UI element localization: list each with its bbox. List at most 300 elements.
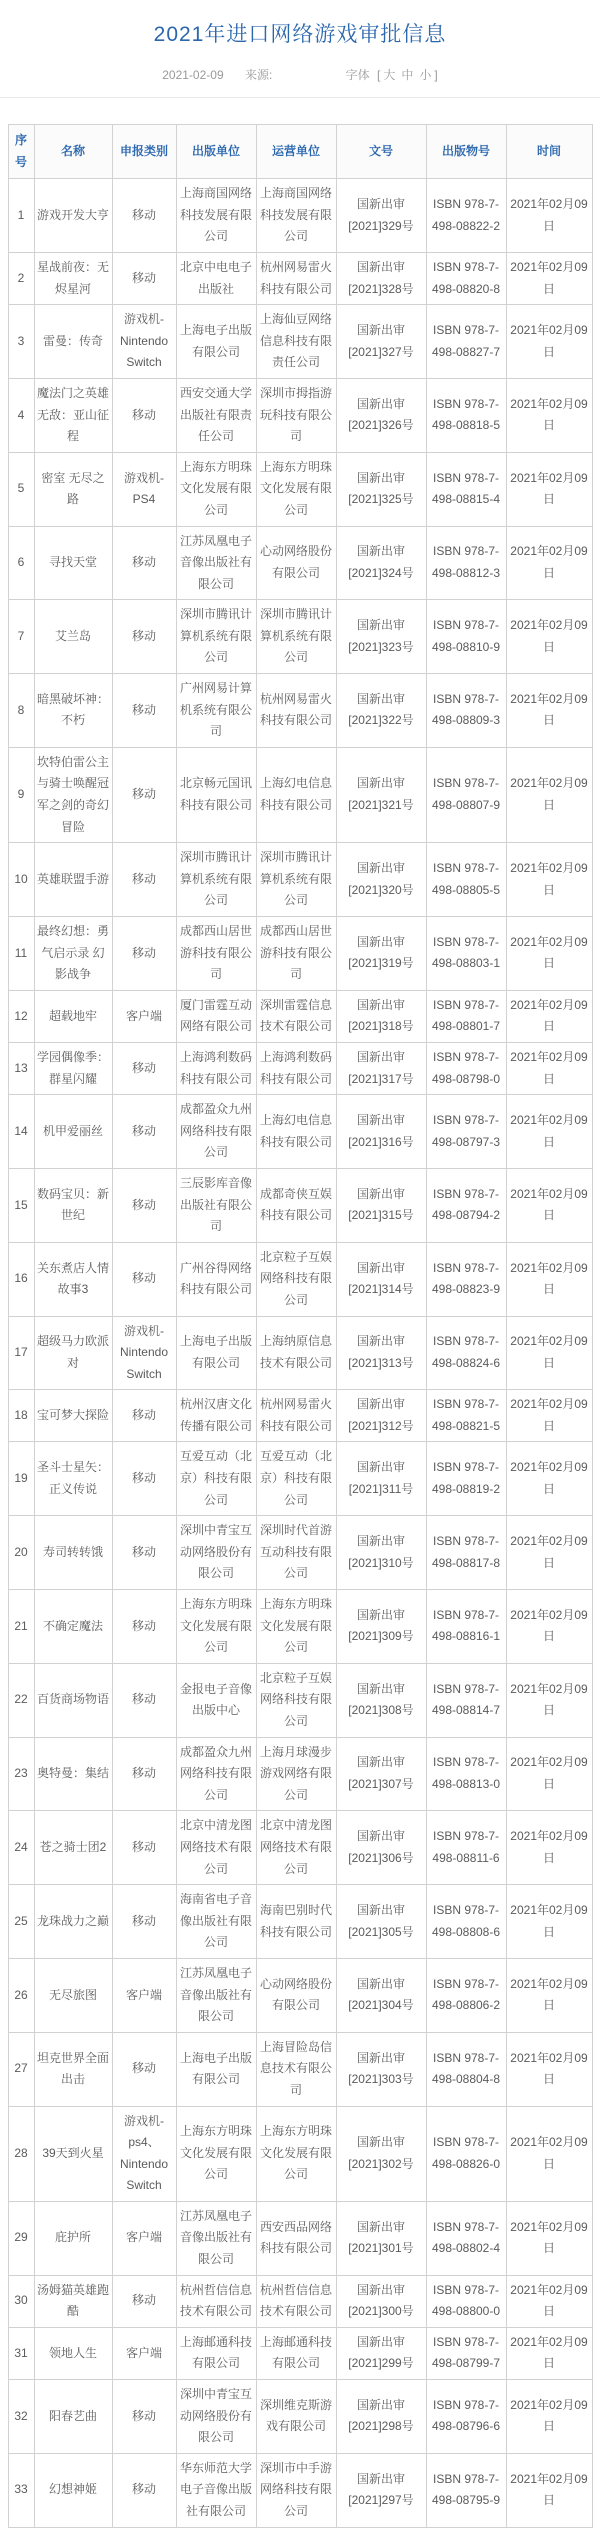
cell-category: 移动 bbox=[112, 1663, 176, 1737]
table-row bbox=[8, 1168, 592, 1242]
cell-publisher: 上海东方明珠文化发展有限公司 bbox=[176, 1590, 256, 1664]
cell-doc-no: 国新出审 [2021]313号 bbox=[336, 1316, 426, 1390]
cell-doc-no: 国新出审 [2021]304号 bbox=[336, 1958, 426, 2032]
cell-isbn: ISBN 978-7-498-08803-1 bbox=[426, 917, 506, 991]
cell-date: 2021年02月09日 bbox=[506, 1516, 592, 1590]
table-row bbox=[8, 2275, 592, 2327]
cell-no: 5 bbox=[8, 452, 34, 526]
cell-doc-no: 国新出审 [2021]300号 bbox=[336, 2275, 426, 2327]
table-row bbox=[8, 990, 592, 1042]
table-row bbox=[8, 1958, 592, 2032]
cell-no: 22 bbox=[8, 1663, 34, 1737]
cell-publisher: 深圳市腾讯计算机系统有限公司 bbox=[176, 600, 256, 674]
cell-no: 3 bbox=[8, 305, 34, 379]
table-row bbox=[8, 179, 592, 253]
cell-doc-no: 国新出审 [2021]320号 bbox=[336, 843, 426, 917]
cell-category: 移动 bbox=[112, 2453, 176, 2527]
cell-date: 2021年02月09日 bbox=[506, 2327, 592, 2379]
cell-name: 圣斗士星矢：正义传说 bbox=[34, 1442, 112, 1516]
cell-operator: 杭州网易雷火科技有限公司 bbox=[256, 252, 336, 304]
table-row bbox=[8, 1590, 592, 1664]
table-row bbox=[8, 2201, 592, 2275]
cell-date: 2021年02月09日 bbox=[506, 2106, 592, 2201]
cell-no: 32 bbox=[8, 2380, 34, 2454]
cell-no: 30 bbox=[8, 2275, 34, 2327]
cell-no: 23 bbox=[8, 1737, 34, 1811]
column-header-operator: 运营单位 bbox=[256, 125, 336, 179]
cell-category: 移动 bbox=[112, 1390, 176, 1442]
table-row bbox=[8, 600, 592, 674]
cell-name: 幻想神姬 bbox=[34, 2453, 112, 2527]
cell-publisher: 杭州哲信信息技术有限公司 bbox=[176, 2275, 256, 2327]
cell-isbn: ISBN 978-7-498-08813-0 bbox=[426, 1737, 506, 1811]
cell-category: 客户端 bbox=[112, 990, 176, 1042]
cell-operator: 成都西山居世游科技有限公司 bbox=[256, 917, 336, 991]
cell-date: 2021年02月09日 bbox=[506, 179, 592, 253]
cell-category: 游戏机-Nintendo Switch bbox=[112, 1316, 176, 1390]
cell-no: 4 bbox=[8, 378, 34, 452]
cell-isbn: ISBN 978-7-498-08795-9 bbox=[426, 2453, 506, 2527]
cell-category: 客户端 bbox=[112, 2201, 176, 2275]
cell-category: 移动 bbox=[112, 1168, 176, 1242]
cell-publisher: 成都盈众九州网络科技有限公司 bbox=[176, 1095, 256, 1169]
cell-name: 学园偶像季：群星闪耀 bbox=[34, 1042, 112, 1094]
cell-date: 2021年02月09日 bbox=[506, 2275, 592, 2327]
cell-doc-no: 国新出审 [2021]323号 bbox=[336, 600, 426, 674]
cell-isbn: ISBN 978-7-498-08807-9 bbox=[426, 747, 506, 842]
cell-category: 移动 bbox=[112, 2032, 176, 2106]
cell-isbn: ISBN 978-7-498-08809-3 bbox=[426, 674, 506, 748]
cell-no: 19 bbox=[8, 1442, 34, 1516]
cell-date: 2021年02月09日 bbox=[506, 2380, 592, 2454]
cell-category: 客户端 bbox=[112, 1958, 176, 2032]
cell-category: 移动 bbox=[112, 252, 176, 304]
cell-operator: 杭州哲信信息技术有限公司 bbox=[256, 2275, 336, 2327]
cell-category: 移动 bbox=[112, 1516, 176, 1590]
cell-name: 无尽旅图 bbox=[34, 1958, 112, 2032]
cell-publisher: 广州网易计算机系统有限公司 bbox=[176, 674, 256, 748]
cell-category: 移动 bbox=[112, 600, 176, 674]
cell-name: 雷曼：传奇 bbox=[34, 305, 112, 379]
cell-no: 24 bbox=[8, 1811, 34, 1885]
cell-isbn: ISBN 978-7-498-08822-2 bbox=[426, 179, 506, 253]
cell-name: 领地人生 bbox=[34, 2327, 112, 2379]
table-row bbox=[8, 1390, 592, 1442]
cell-operator: 上海幻电信息科技有限公司 bbox=[256, 1095, 336, 1169]
cell-operator: 成都奇侠互娱科技有限公司 bbox=[256, 1168, 336, 1242]
cell-no: 26 bbox=[8, 1958, 34, 2032]
cell-doc-no: 国新出审 [2021]329号 bbox=[336, 179, 426, 253]
cell-doc-no: 国新出审 [2021]322号 bbox=[336, 674, 426, 748]
cell-name: 暗黑破坏神：不朽 bbox=[34, 674, 112, 748]
cell-operator: 深圳市腾讯计算机系统有限公司 bbox=[256, 600, 336, 674]
cell-doc-no: 国新出审 [2021]310号 bbox=[336, 1516, 426, 1590]
cell-operator: 北京粒子互娱网络科技有限公司 bbox=[256, 1242, 336, 1316]
cell-isbn: ISBN 978-7-498-08821-5 bbox=[426, 1390, 506, 1442]
table-row bbox=[8, 843, 592, 917]
cell-isbn: ISBN 978-7-498-08801-7 bbox=[426, 990, 506, 1042]
font-size-label: 字体 bbox=[345, 68, 370, 82]
cell-date: 2021年02月09日 bbox=[506, 1316, 592, 1390]
cell-operator: 上海商国网络科技发展有限公司 bbox=[256, 179, 336, 253]
cell-date: 2021年02月09日 bbox=[506, 2453, 592, 2527]
cell-date: 2021年02月09日 bbox=[506, 1811, 592, 1885]
cell-publisher: 海南省电子音像出版社有限公司 bbox=[176, 1885, 256, 1959]
article-meta bbox=[0, 66, 600, 98]
column-header-publisher: 出版单位 bbox=[176, 125, 256, 179]
cell-date: 2021年02月09日 bbox=[506, 1590, 592, 1664]
cell-date: 2021年02月09日 bbox=[506, 674, 592, 748]
cell-date: 2021年02月09日 bbox=[506, 452, 592, 526]
cell-category: 移动 bbox=[112, 1811, 176, 1885]
cell-operator: 上海邮通科技有限公司 bbox=[256, 2327, 336, 2379]
cell-category: 移动 bbox=[112, 674, 176, 748]
cell-publisher: 深圳中青宝互动网络股份有限公司 bbox=[176, 2380, 256, 2454]
cell-publisher: 互爱互动（北京）科技有限公司 bbox=[176, 1442, 256, 1516]
cell-date: 2021年02月09日 bbox=[506, 1390, 592, 1442]
cell-publisher: 金报电子音像出版中心 bbox=[176, 1663, 256, 1737]
cell-no: 8 bbox=[8, 674, 34, 748]
cell-name: 坦克世界全面出击 bbox=[34, 2032, 112, 2106]
cell-publisher: 上海电子出版有限公司 bbox=[176, 305, 256, 379]
cell-operator: 北京粒子互娱网络科技有限公司 bbox=[256, 1663, 336, 1737]
cell-operator: 上海东方明珠文化发展有限公司 bbox=[256, 452, 336, 526]
cell-operator: 上海幻电信息科技有限公司 bbox=[256, 747, 336, 842]
cell-category: 移动 bbox=[112, 1095, 176, 1169]
cell-category: 移动 bbox=[112, 179, 176, 253]
cell-publisher: 上海商国网络科技发展有限公司 bbox=[176, 179, 256, 253]
cell-category: 游戏机-PS4 bbox=[112, 452, 176, 526]
table-row bbox=[8, 2380, 592, 2454]
cell-name: 英雄联盟手游 bbox=[34, 843, 112, 917]
cell-isbn: ISBN 978-7-498-08806-2 bbox=[426, 1958, 506, 2032]
cell-name: 超级马力欧派对 bbox=[34, 1316, 112, 1390]
cell-isbn: ISBN 978-7-498-08797-3 bbox=[426, 1095, 506, 1169]
cell-date: 2021年02月09日 bbox=[506, 1242, 592, 1316]
table-row bbox=[8, 305, 592, 379]
cell-isbn: ISBN 978-7-498-08827-7 bbox=[426, 305, 506, 379]
cell-no: 33 bbox=[8, 2453, 34, 2527]
cell-category: 移动 bbox=[112, 1737, 176, 1811]
cell-doc-no: 国新出审 [2021]317号 bbox=[336, 1042, 426, 1094]
column-header-category: 申报类别 bbox=[112, 125, 176, 179]
cell-operator: 上海冒险岛信息技术有限公司 bbox=[256, 2032, 336, 2106]
cell-no: 1 bbox=[8, 179, 34, 253]
cell-no: 21 bbox=[8, 1590, 34, 1664]
cell-category: 移动 bbox=[112, 1242, 176, 1316]
cell-name: 汤姆猫英雄跑酷 bbox=[34, 2275, 112, 2327]
cell-doc-no: 国新出审 [2021]302号 bbox=[336, 2106, 426, 2201]
cell-date: 2021年02月09日 bbox=[506, 1042, 592, 1094]
cell-operator: 上海东方明珠文化发展有限公司 bbox=[256, 1590, 336, 1664]
table-row bbox=[8, 1663, 592, 1737]
cell-doc-no: 国新出审 [2021]327号 bbox=[336, 305, 426, 379]
cell-isbn: ISBN 978-7-498-08796-6 bbox=[426, 2380, 506, 2454]
column-header-date: 时间 bbox=[506, 125, 592, 179]
cell-isbn: ISBN 978-7-498-08816-1 bbox=[426, 1590, 506, 1664]
cell-doc-no: 国新出审 [2021]314号 bbox=[336, 1242, 426, 1316]
table-row bbox=[8, 1095, 592, 1169]
table-row bbox=[8, 2327, 592, 2379]
column-header-name: 名称 bbox=[34, 125, 112, 179]
cell-isbn: ISBN 978-7-498-08798-0 bbox=[426, 1042, 506, 1094]
cell-doc-no: 国新出审 [2021]306号 bbox=[336, 1811, 426, 1885]
table-row bbox=[8, 1316, 592, 1390]
cell-date: 2021年02月09日 bbox=[506, 917, 592, 991]
cell-name: 不确定魔法 bbox=[34, 1590, 112, 1664]
cell-name: 游戏开发大亨 bbox=[34, 179, 112, 253]
cell-no: 28 bbox=[8, 2106, 34, 2201]
cell-date: 2021年02月09日 bbox=[506, 252, 592, 304]
cell-date: 2021年02月09日 bbox=[506, 1885, 592, 1959]
cell-publisher: 深圳中青宝互动网络股份有限公司 bbox=[176, 1516, 256, 1590]
cell-operator: 深圳市中手游网络科技有限公司 bbox=[256, 2453, 336, 2527]
cell-doc-no: 国新出审 [2021]303号 bbox=[336, 2032, 426, 2106]
cell-isbn: ISBN 978-7-498-08802-4 bbox=[426, 2201, 506, 2275]
table-row bbox=[8, 674, 592, 748]
cell-operator: 深圳市拇指游玩科技有限公司 bbox=[256, 378, 336, 452]
cell-publisher: 成都西山居世游科技有限公司 bbox=[176, 917, 256, 991]
cell-isbn: ISBN 978-7-498-08800-0 bbox=[426, 2275, 506, 2327]
table-row bbox=[8, 1811, 592, 1885]
cell-publisher: 广州谷得网络科技有限公司 bbox=[176, 1242, 256, 1316]
cell-no: 6 bbox=[8, 526, 34, 600]
game-approval-table bbox=[8, 124, 593, 2528]
cell-operator: 上海仙豆网络信息科技有限责任公司 bbox=[256, 305, 336, 379]
cell-category: 移动 bbox=[112, 1590, 176, 1664]
cell-category: 移动 bbox=[112, 917, 176, 991]
cell-category: 移动 bbox=[112, 747, 176, 842]
cell-doc-no: 国新出审 [2021]305号 bbox=[336, 1885, 426, 1959]
font-size-medium-link[interactable]: 中 bbox=[401, 68, 414, 82]
table-row bbox=[8, 1442, 592, 1516]
cell-doc-no: 国新出审 [2021]316号 bbox=[336, 1095, 426, 1169]
cell-name: 超载地牢 bbox=[34, 990, 112, 1042]
cell-publisher: 成都盈众九州网络科技有限公司 bbox=[176, 1737, 256, 1811]
cell-name: 最终幻想：勇气启示录 幻影战争 bbox=[34, 917, 112, 991]
cell-operator: 上海东方明珠文化发展有限公司 bbox=[256, 2106, 336, 2201]
cell-no: 14 bbox=[8, 1095, 34, 1169]
cell-operator: 上海鸿利数码科技有限公司 bbox=[256, 1042, 336, 1094]
table-row bbox=[8, 917, 592, 991]
cell-doc-no: 国新出审 [2021]298号 bbox=[336, 2380, 426, 2454]
cell-isbn: ISBN 978-7-498-08805-5 bbox=[426, 843, 506, 917]
table-row bbox=[8, 1042, 592, 1094]
cell-isbn: ISBN 978-7-498-08819-2 bbox=[426, 1442, 506, 1516]
cell-date: 2021年02月09日 bbox=[506, 600, 592, 674]
cell-isbn: ISBN 978-7-498-08818-5 bbox=[426, 378, 506, 452]
bracket-close: ] bbox=[434, 68, 438, 82]
cell-doc-no: 国新出审 [2021]319号 bbox=[336, 917, 426, 991]
cell-no: 10 bbox=[8, 843, 34, 917]
cell-operator: 心动网络股份有限公司 bbox=[256, 1958, 336, 2032]
table-row bbox=[8, 2032, 592, 2106]
cell-doc-no: 国新出审 [2021]321号 bbox=[336, 747, 426, 842]
cell-date: 2021年02月09日 bbox=[506, 1663, 592, 1737]
cell-doc-no: 国新出审 [2021]309号 bbox=[336, 1590, 426, 1664]
cell-isbn: ISBN 978-7-498-08794-2 bbox=[426, 1168, 506, 1242]
cell-category: 游戏机-Nintendo Switch bbox=[112, 305, 176, 379]
cell-name: 星战前夜：无烬星河 bbox=[34, 252, 112, 304]
cell-name: 坎特伯雷公主与骑士唤醒冠军之剑的奇幻冒险 bbox=[34, 747, 112, 842]
cell-operator: 杭州网易雷火科技有限公司 bbox=[256, 674, 336, 748]
cell-doc-no: 国新出审 [2021]325号 bbox=[336, 452, 426, 526]
cell-isbn: ISBN 978-7-498-08823-9 bbox=[426, 1242, 506, 1316]
table-row bbox=[8, 2453, 592, 2527]
cell-category: 移动 bbox=[112, 378, 176, 452]
cell-isbn: ISBN 978-7-498-08811-6 bbox=[426, 1811, 506, 1885]
cell-doc-no: 国新出审 [2021]308号 bbox=[336, 1663, 426, 1737]
table-row bbox=[8, 747, 592, 842]
cell-operator: 心动网络股份有限公司 bbox=[256, 526, 336, 600]
cell-publisher: 上海电子出版有限公司 bbox=[176, 1316, 256, 1390]
cell-isbn: ISBN 978-7-498-08815-4 bbox=[426, 452, 506, 526]
cell-isbn: ISBN 978-7-498-08820-8 bbox=[426, 252, 506, 304]
table-row bbox=[8, 452, 592, 526]
cell-doc-no: 国新出审 [2021]324号 bbox=[336, 526, 426, 600]
cell-date: 2021年02月09日 bbox=[506, 305, 592, 379]
column-header-doc-no: 文号 bbox=[336, 125, 426, 179]
cell-doc-no: 国新出审 [2021]318号 bbox=[336, 990, 426, 1042]
cell-no: 13 bbox=[8, 1042, 34, 1094]
bracket-open: [ bbox=[377, 68, 381, 82]
cell-date: 2021年02月09日 bbox=[506, 2032, 592, 2106]
cell-name: 奥特曼：集结 bbox=[34, 1737, 112, 1811]
cell-publisher: 杭州汉唐文化传播有限公司 bbox=[176, 1390, 256, 1442]
cell-operator: 深圳市腾讯计算机系统有限公司 bbox=[256, 843, 336, 917]
cell-date: 2021年02月09日 bbox=[506, 843, 592, 917]
cell-isbn: ISBN 978-7-498-08810-9 bbox=[426, 600, 506, 674]
cell-no: 31 bbox=[8, 2327, 34, 2379]
cell-publisher: 北京中电电子出版社 bbox=[176, 252, 256, 304]
cell-operator: 海南巴别时代科技有限公司 bbox=[256, 1885, 336, 1959]
cell-name: 阳春艺曲 bbox=[34, 2380, 112, 2454]
cell-doc-no: 国新出审 [2021]299号 bbox=[336, 2327, 426, 2379]
table-row bbox=[8, 526, 592, 600]
source-label: 来源: bbox=[244, 68, 273, 82]
font-size-small-link[interactable]: 小 bbox=[419, 68, 432, 82]
cell-name: 39天到火星 bbox=[34, 2106, 112, 2201]
cell-doc-no: 国新出审 [2021]326号 bbox=[336, 378, 426, 452]
cell-isbn: ISBN 978-7-498-08814-7 bbox=[426, 1663, 506, 1737]
cell-operator: 北京中清龙图网络技术有限公司 bbox=[256, 1811, 336, 1885]
cell-no: 2 bbox=[8, 252, 34, 304]
publish-date: 2021-02-09 bbox=[162, 68, 224, 82]
cell-doc-no: 国新出审 [2021]315号 bbox=[336, 1168, 426, 1242]
cell-doc-no: 国新出审 [2021]328号 bbox=[336, 252, 426, 304]
cell-isbn: ISBN 978-7-498-08808-6 bbox=[426, 1885, 506, 1959]
cell-isbn: ISBN 978-7-498-08824-6 bbox=[426, 1316, 506, 1390]
cell-publisher: 上海东方明珠文化发展有限公司 bbox=[176, 2106, 256, 2201]
cell-date: 2021年02月09日 bbox=[506, 1168, 592, 1242]
cell-no: 27 bbox=[8, 2032, 34, 2106]
cell-doc-no: 国新出审 [2021]297号 bbox=[336, 2453, 426, 2527]
cell-name: 机甲爱丽丝 bbox=[34, 1095, 112, 1169]
cell-no: 12 bbox=[8, 990, 34, 1042]
cell-date: 2021年02月09日 bbox=[506, 1095, 592, 1169]
cell-name: 密室 无尽之路 bbox=[34, 452, 112, 526]
cell-isbn: ISBN 978-7-498-08812-3 bbox=[426, 526, 506, 600]
cell-name: 数码宝贝：新世纪 bbox=[34, 1168, 112, 1242]
cell-category: 移动 bbox=[112, 2275, 176, 2327]
cell-category: 客户端 bbox=[112, 2327, 176, 2379]
cell-publisher: 江苏凤凰电子音像出版社有限公司 bbox=[176, 526, 256, 600]
cell-publisher: 上海电子出版有限公司 bbox=[176, 2032, 256, 2106]
cell-date: 2021年02月09日 bbox=[506, 747, 592, 842]
table-body bbox=[8, 179, 592, 2527]
column-header-isbn: 出版物号 bbox=[426, 125, 506, 179]
cell-no: 18 bbox=[8, 1390, 34, 1442]
cell-name: 龙珠战力之巅 bbox=[34, 1885, 112, 1959]
cell-publisher: 北京畅元国讯科技有限公司 bbox=[176, 747, 256, 842]
page-title: 2021年进口网络游戏审批信息 bbox=[153, 23, 447, 46]
cell-name: 关东煮店人情故事3 bbox=[34, 1242, 112, 1316]
cell-publisher: 江苏凤凰电子音像出版社有限公司 bbox=[176, 2201, 256, 2275]
table-row bbox=[8, 252, 592, 304]
table-header-row bbox=[8, 125, 592, 179]
cell-operator: 西安西品网络科技有限公司 bbox=[256, 2201, 336, 2275]
cell-name: 庇护所 bbox=[34, 2201, 112, 2275]
cell-publisher: 江苏凤凰电子音像出版社有限公司 bbox=[176, 1958, 256, 2032]
cell-no: 17 bbox=[8, 1316, 34, 1390]
cell-isbn: ISBN 978-7-498-08799-7 bbox=[426, 2327, 506, 2379]
cell-name: 百货商场物语 bbox=[34, 1663, 112, 1737]
cell-date: 2021年02月09日 bbox=[506, 1958, 592, 2032]
cell-isbn: ISBN 978-7-498-08804-8 bbox=[426, 2032, 506, 2106]
cell-no: 15 bbox=[8, 1168, 34, 1242]
cell-category: 移动 bbox=[112, 2380, 176, 2454]
cell-no: 9 bbox=[8, 747, 34, 842]
cell-publisher: 三辰影库音像出版社有限公司 bbox=[176, 1168, 256, 1242]
cell-publisher: 北京中清龙图网络技术有限公司 bbox=[176, 1811, 256, 1885]
cell-operator: 深圳雷霆信息技术有限公司 bbox=[256, 990, 336, 1042]
cell-date: 2021年02月09日 bbox=[506, 1737, 592, 1811]
cell-publisher: 上海东方明珠文化发展有限公司 bbox=[176, 452, 256, 526]
cell-name: 魔法门之英雄无敌：亚山征程 bbox=[34, 378, 112, 452]
cell-category: 移动 bbox=[112, 526, 176, 600]
cell-publisher: 华东师范大学电子音像出版社有限公司 bbox=[176, 2453, 256, 2527]
cell-category: 移动 bbox=[112, 1042, 176, 1094]
cell-isbn: ISBN 978-7-498-08817-8 bbox=[426, 1516, 506, 1590]
cell-publisher: 厦门雷霆互动网络有限公司 bbox=[176, 990, 256, 1042]
table-row bbox=[8, 1242, 592, 1316]
table-row bbox=[8, 2106, 592, 2201]
cell-date: 2021年02月09日 bbox=[506, 2201, 592, 2275]
column-header-no: 序号 bbox=[8, 125, 34, 179]
cell-date: 2021年02月09日 bbox=[506, 1442, 592, 1516]
font-size-large-link[interactable]: 大 bbox=[383, 68, 396, 82]
cell-category: 移动 bbox=[112, 1442, 176, 1516]
cell-no: 29 bbox=[8, 2201, 34, 2275]
cell-publisher: 西安交通大学出版社有限责任公司 bbox=[176, 378, 256, 452]
cell-name: 寿司转转饿 bbox=[34, 1516, 112, 1590]
cell-name: 寻找天堂 bbox=[34, 526, 112, 600]
cell-no: 20 bbox=[8, 1516, 34, 1590]
cell-no: 11 bbox=[8, 917, 34, 991]
cell-isbn: ISBN 978-7-498-08826-0 bbox=[426, 2106, 506, 2201]
cell-operator: 互爱互动（北京）科技有限公司 bbox=[256, 1442, 336, 1516]
cell-doc-no: 国新出审 [2021]307号 bbox=[336, 1737, 426, 1811]
cell-date: 2021年02月09日 bbox=[506, 990, 592, 1042]
table-row bbox=[8, 1885, 592, 1959]
cell-operator: 深圳时代首游互动科技有限公司 bbox=[256, 1516, 336, 1590]
table-row bbox=[8, 1737, 592, 1811]
cell-category: 游戏机-ps4、Nintendo Switch bbox=[112, 2106, 176, 2201]
cell-no: 25 bbox=[8, 1885, 34, 1959]
table-header bbox=[8, 125, 592, 179]
cell-no: 7 bbox=[8, 600, 34, 674]
cell-name: 宝可梦大探险 bbox=[34, 1390, 112, 1442]
